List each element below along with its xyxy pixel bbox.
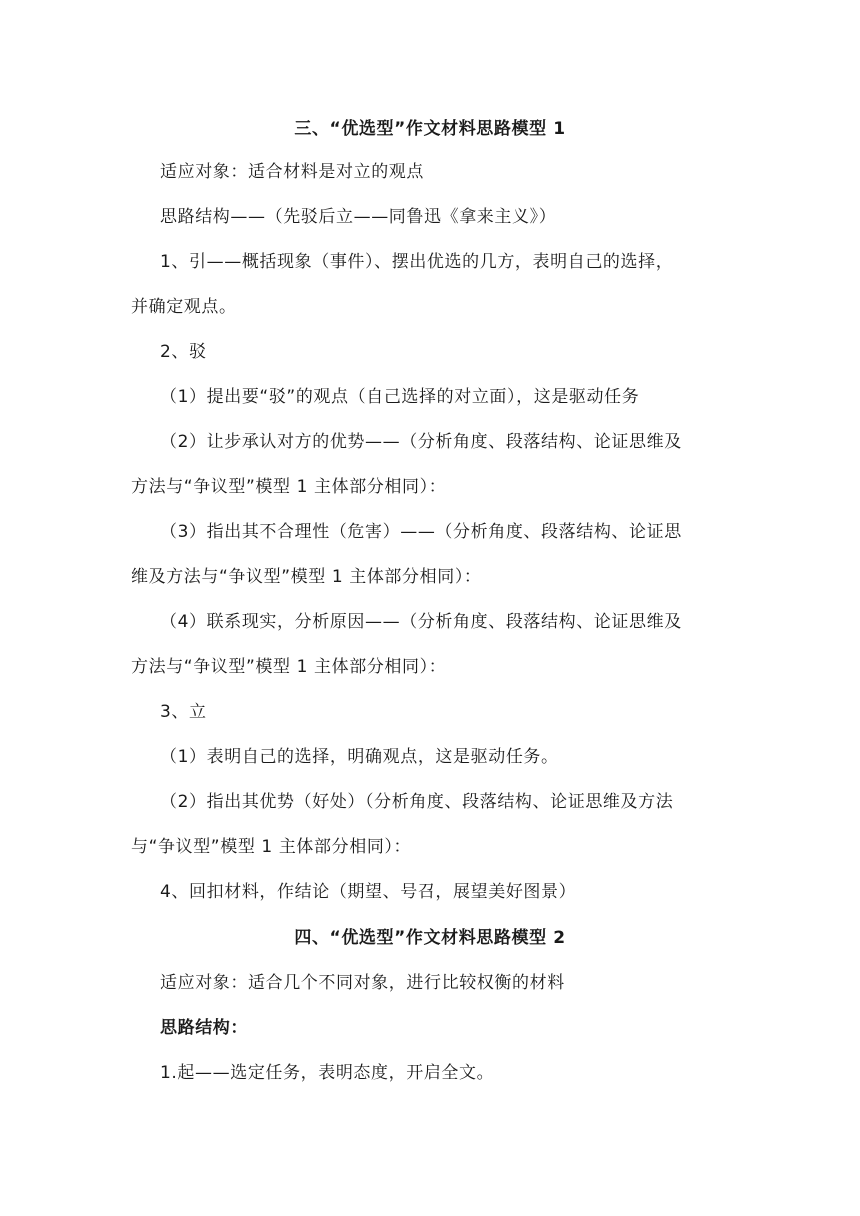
structure-line-1: 思路结构——（先驳后立——同鲁迅《拿来主义》） [160, 207, 557, 227]
point-2-sub-4-line-1: （4）联系现实，分析原因——（分析角度、段落结构、论证思维及 [160, 612, 682, 632]
applicable-target-1: 适应对象：适合材料是对立的观点 [160, 162, 424, 182]
point-5: 1.起——选定任务，表明态度，开启全文。 [160, 1063, 495, 1083]
section-heading-4: 四、“优选型”作文材料思路模型 2 [294, 928, 566, 948]
point-3-sub-1: （1）表明自己的选择，明确观点，这是驱动任务。 [160, 747, 559, 767]
point-1-line-1: 1、引——概括现象（事件）、摆出优选的几方，表明自己的选择， [160, 252, 674, 272]
point-2: 2、驳 [160, 342, 207, 362]
point-2-sub-3-line-2: 维及方法与“争议型”模型 1 主体部分相同）： [131, 567, 482, 587]
point-3-sub-2-line-1: （2）指出其优势（好处）（分析角度、段落结构、论证思维及方法 [160, 792, 674, 812]
point-2-sub-4-line-2: 方法与“争议型”模型 1 主体部分相同）： [131, 657, 447, 677]
point-2-sub-3-line-1: （3）指出其不合理性（危害）——（分析角度、段落结构、论证思 [160, 522, 682, 542]
point-2-sub-2-line-2: 方法与“争议型”模型 1 主体部分相同）： [131, 477, 447, 497]
point-1-line-2: 并确定观点。 [131, 297, 237, 317]
structure-line-2: 思路结构： [160, 1018, 248, 1038]
applicable-target-2: 适应对象：适合几个不同对象，进行比较权衡的材料 [160, 973, 565, 993]
point-4: 4、回扣材料，作结论（期望、号召，展望美好图景） [160, 882, 577, 902]
point-2-sub-1: （1）提出要“驳”的观点（自己选择的对立面），这是驱动任务 [160, 387, 640, 407]
point-2-sub-2-line-1: （2）让步承认对方的优势——（分析角度、段落结构、论证思维及 [160, 432, 682, 452]
section-heading-3: 三、“优选型”作文材料思路模型 1 [294, 119, 566, 139]
point-3: 3、立 [160, 702, 207, 722]
point-3-sub-2-line-2: 与“争议型”模型 1 主体部分相同）： [131, 837, 412, 857]
